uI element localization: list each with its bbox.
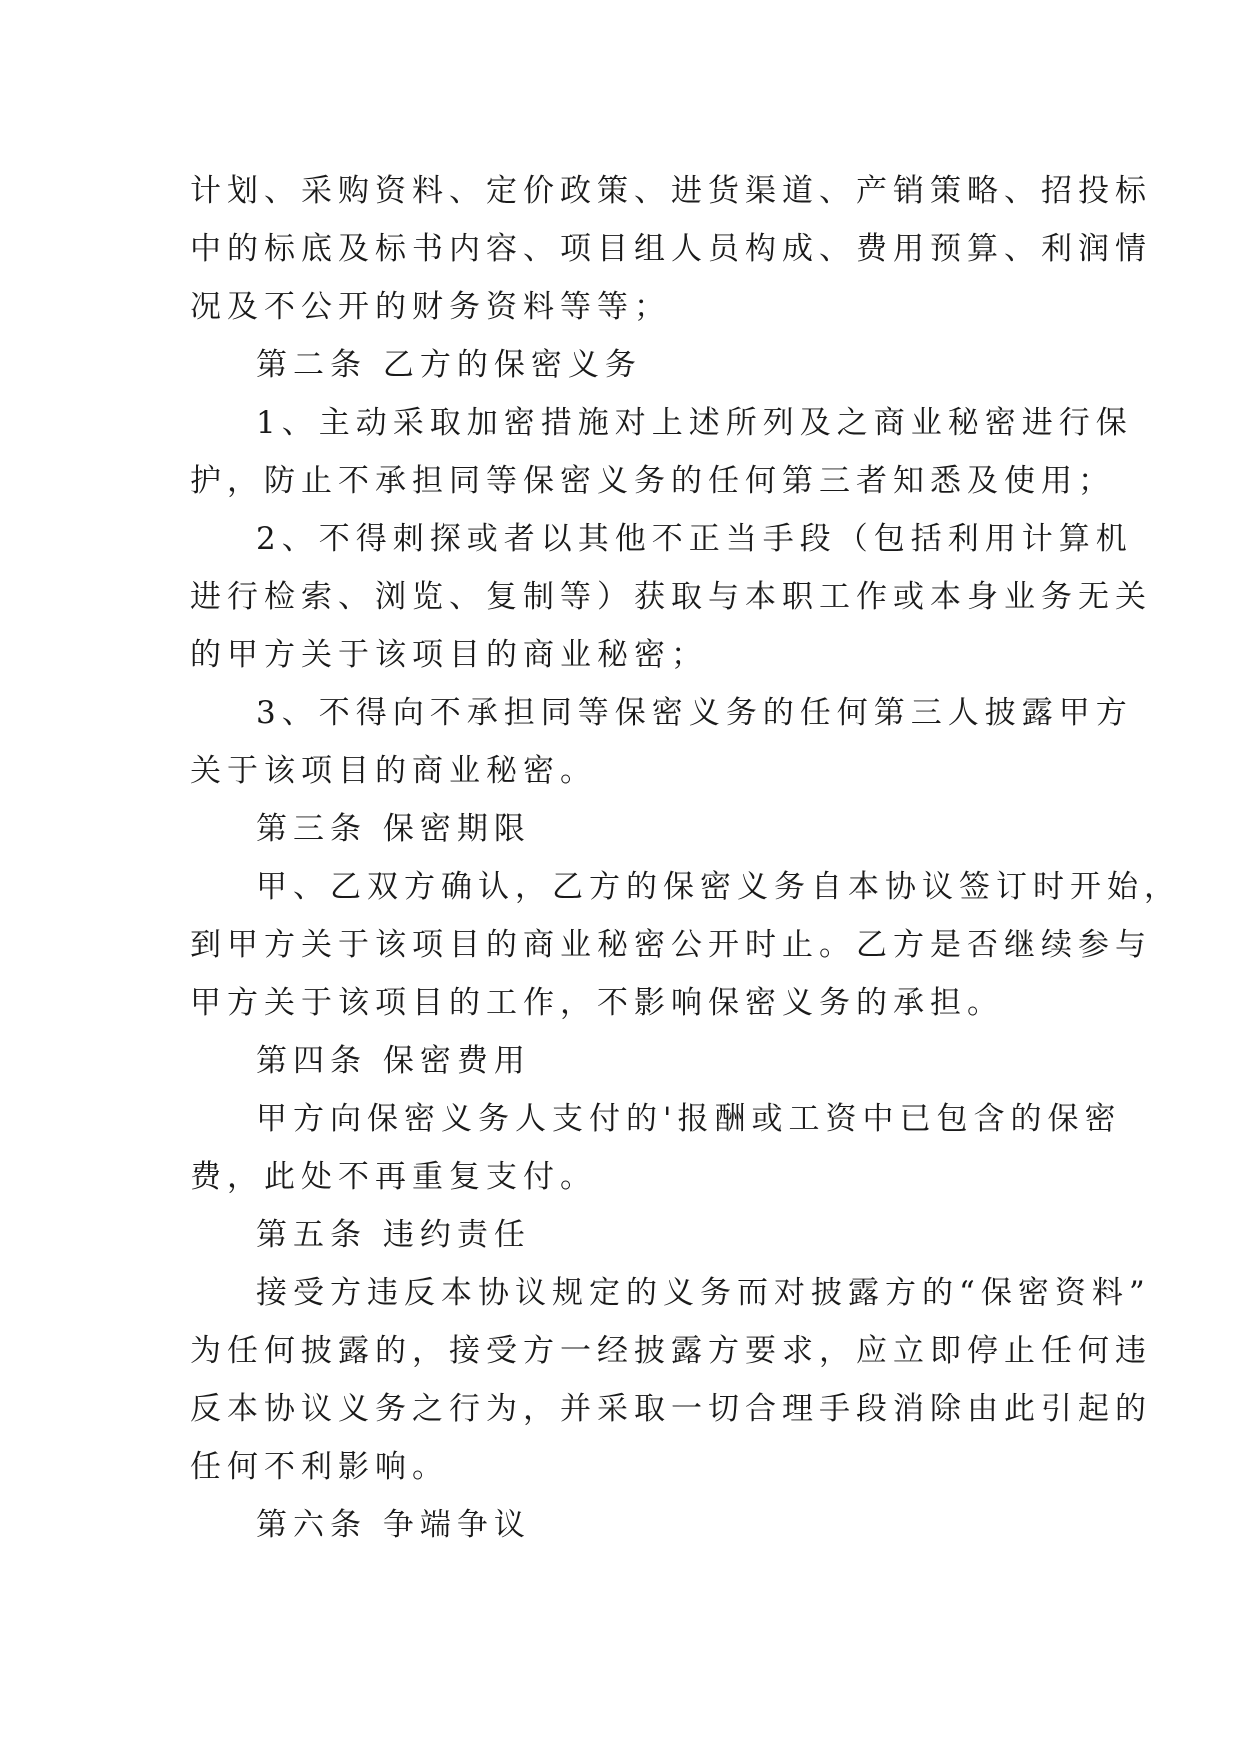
section-heading-4: 第四条 保密费用 [256,1043,531,1079]
text-line: 费，此处不再重复支付。 [190,1159,597,1195]
text-line: 甲方关于该项目的工作，不影响保密义务的承担。 [190,985,1004,1021]
section-heading-2: 第二条 乙方的保密义务 [256,347,642,383]
text-line: 反本协议义务之行为，并采取一切合理手段消除由此引起的 [190,1391,1152,1427]
text-line: 甲方向保密义务人支付的'报酬或工资中已包含的保密 [256,1101,1122,1137]
text-line: 关于该项目的商业秘密。 [190,753,597,789]
section-heading-6: 第六条 争端争议 [256,1507,531,1543]
text-line: 1、主动采取加密措施对上述所列及之商业秘密进行保 [256,405,1133,441]
text-line: 护，防止不承担同等保密义务的任何第三者知悉及使用； [190,463,1115,499]
text-line: 为任何披露的，接受方一经披露方要求，应立即停止任何违 [190,1333,1152,1369]
text-line: 况及不公开的财务资料等等； [190,289,671,325]
document-body [190,162,1181,1554]
text-line: 计划、采购资料、定价政策、进货渠道、产销策略、招投标 [190,173,1152,209]
text-line: 到甲方关于该项目的商业秘密公开时止。乙方是否继续参与 [190,927,1152,963]
text-line: 2、不得刺探或者以其他不正当手段（包括利用计算机 [256,521,1133,557]
text-line: 中的标底及标书内容、项目组人员构成、费用预算、利润情 [190,231,1152,267]
text-line: 的甲方关于该项目的商业秘密； [190,637,708,673]
section-heading-3: 第三条 保密期限 [256,811,531,847]
text-line: 进行检索、浏览、复制等）获取与本职工作或本身业务无关 [190,579,1152,615]
text-line: 甲、乙双方确认，乙方的保密义务自本协议签订时开始， [256,869,1181,905]
text-line: 任何不利影响。 [190,1449,449,1485]
text-line: 3、不得向不承担同等保密义务的任何第三人披露甲方 [256,695,1133,731]
section-heading-5: 第五条 违约责任 [256,1217,531,1253]
text-line: 接受方违反本协议规定的义务而对披露方的“保密资料” [256,1275,1151,1311]
